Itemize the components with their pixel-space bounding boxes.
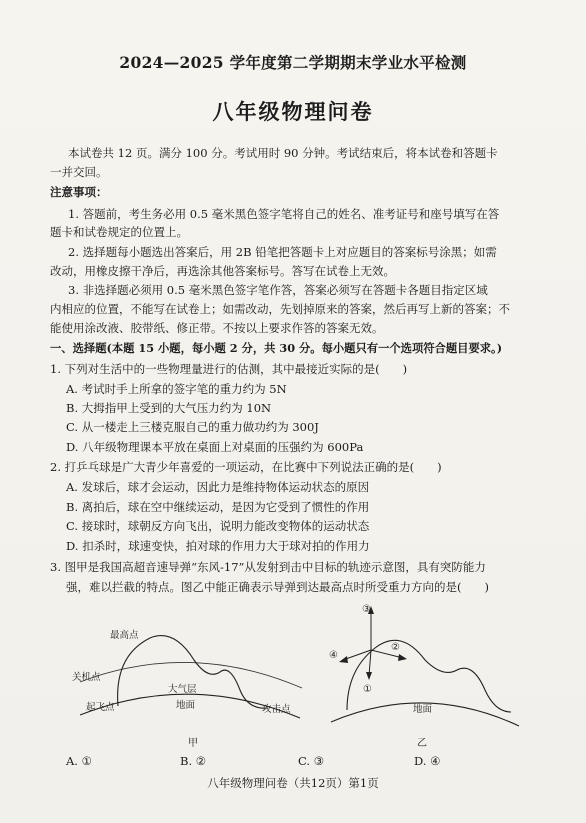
intro-line-1: 本试卷共 12 页。满分 100 分。考试用时 90 分钟。考试结束后，将本试卷和答题卡 xyxy=(68,146,498,160)
q1-option-a: A. 考试时手上所拿的签字笔的重力约为 5N xyxy=(66,382,287,396)
label-ground: 地面 xyxy=(413,704,433,715)
q2-stem: 2. 打乒乓球是广大青少年喜爱的一项运动，在比赛中下列说法正确的是( ) xyxy=(50,460,442,474)
force-arrow-2 xyxy=(371,650,407,661)
force-arrow-1 xyxy=(366,650,372,680)
exam-title: 2024—2025 学年度第二学期期末学业水平检测 xyxy=(119,53,467,72)
figure-yi xyxy=(325,600,525,750)
trajectory-curve xyxy=(347,640,511,712)
notice-heading: 注意事项： xyxy=(50,185,108,199)
notice-item-2-line-2: 改动，用橡皮擦干净后，再选涂其他答案标号。答写在试卷上无效。 xyxy=(50,264,395,278)
q2-option-d: D. 扣杀时，球速变快，拍对球的作用力大于球对拍的作用力 xyxy=(66,539,370,553)
q2-option-c: C. 接球时，球朝反方向飞出，说明力能改变物体的运动状态 xyxy=(66,519,370,533)
paper-title: 八年级物理问卷 xyxy=(212,99,374,124)
label-arrow-3: ③ xyxy=(362,604,371,615)
label-arrow-2: ② xyxy=(391,642,400,653)
label-arrow-1: ① xyxy=(363,684,372,695)
notice-item-3-line-1: 3. 非选择题必须用 0.5 毫米黑色签字笔作答，答案必须写在答题卡各题目指定区域 xyxy=(68,283,488,297)
q3-option-d: D. ④ xyxy=(414,754,441,768)
notice-item-3-line-3: 能使用涂改液、胶带纸、修正带。不按以上要求作答的答案无效。 xyxy=(50,321,384,335)
label-ground: 地面 xyxy=(176,700,196,711)
q1-option-b: B. 大拇指甲上受到的大气压力约为 10N xyxy=(66,401,272,415)
section-1-heading: 一、选择题(本题 15 小题，每小题 2 分，共 30 分。每小题只有一个选项符合题目要求。) xyxy=(50,341,503,355)
q3-option-a: A. ① xyxy=(66,754,92,768)
notice-item-3-line-2: 内相应的位置，不能写在试卷上；如需改动，先划掉原来的答案，然后再写上新的答案；不 xyxy=(50,302,510,316)
q1-option-c: C. 从一楼走上三楼克服自己的重力做功约为 300J xyxy=(66,420,319,434)
q1-stem: 1. 下列对生活中的一些物理量进行的估测，其中最接近实际的是( ) xyxy=(50,362,408,376)
page-footer: 八年级物理问卷（共12页）第1页 xyxy=(207,776,379,790)
label-shutdown-point: 关机点 xyxy=(72,672,101,683)
q3-stem-line-1: 3. 图甲是我国高超音速导弹“东风-17”从发射到击中目标的轨迹示意图，具有突防能力 xyxy=(50,560,486,574)
figure-jia xyxy=(70,600,310,750)
figure-caption-yi: 乙 xyxy=(417,738,427,749)
q2-option-b: B. 离拍后，球在空中继续运动，是因为它受到了惯性的作用 xyxy=(66,500,370,514)
label-arrow-4: ④ xyxy=(329,650,338,661)
notice-item-2-line-1: 2. 选择题每小题选出答案后，用 2B 铅笔把答题卡上对应题目的答案标号涂黑；如需 xyxy=(68,245,497,259)
q3-stem-line-2: 强，难以拦截的特点。图乙中能正确表示导弹到达最高点时所受重力方向的是( ) xyxy=(66,580,489,594)
q2-option-a: A. 发球后，球才会运动，因此力是维持物体运动状态的原因 xyxy=(66,480,370,494)
q3-option-c: C. ③ xyxy=(298,754,325,768)
trajectory-curve xyxy=(118,636,268,709)
label-atmosphere: 大气层 xyxy=(168,684,197,695)
label-highest-point: 最高点 xyxy=(110,630,139,641)
intro-line-2: 一并交回。 xyxy=(50,165,108,179)
label-target-point: 攻击点 xyxy=(262,704,291,715)
q3-option-b: B. ② xyxy=(180,754,207,768)
label-launch-point: 起飞点 xyxy=(86,702,115,713)
notice-item-1-line-1: 1. 答题前，考生务必用 0.5 毫米黑色签字笔将自己的姓名、准考证号和座号填写在答 xyxy=(68,207,500,221)
figure-caption-jia: 甲 xyxy=(188,738,198,749)
q1-option-d: D. 八年级物理课本平放在桌面上对桌面的压强约为 600Pa xyxy=(66,440,364,454)
notice-item-1-line-2: 题卡和试卷规定的位置上。 xyxy=(50,225,188,239)
